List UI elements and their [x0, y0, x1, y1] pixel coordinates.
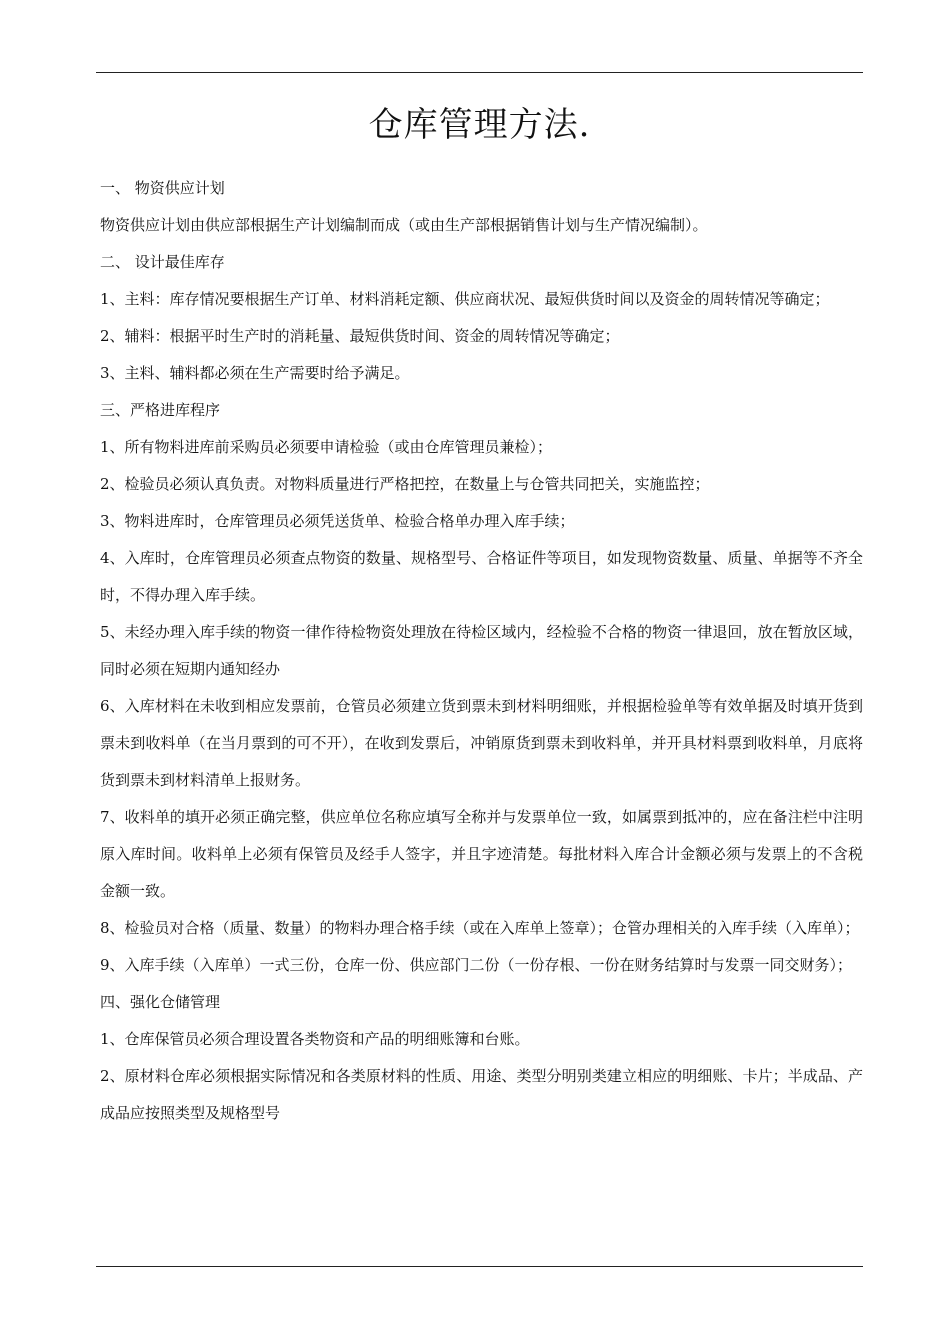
paragraph: 2、辅料：根据平时生产时的消耗量、最短供货时间、资金的周转情况等确定； — [100, 327, 620, 345]
section-heading-2: 二、 设计最佳库存 — [100, 253, 225, 271]
paragraph: 3、物料进库时，仓库管理员必须凭送货单、检验合格单办理入库手续； — [100, 512, 575, 530]
paragraph: 3、主料、辅料都必须在生产需要时给予满足。 — [100, 364, 410, 382]
paragraph: 9、入库手续（入库单）一式三份，仓库一份、供应部门二份（一份存根、一份在财务结算时与发票一同交财务）； — [100, 956, 853, 974]
header-rule — [96, 72, 863, 73]
paragraph: 5、未经办理入库手续的物资一律作待检物资处理放在待检区域内，经检验不合格的物资一律退回，放在暂放区域，同时必须在短期内通知经办 — [100, 623, 863, 678]
paragraph: 7、收料单的填开必须正确完整，供应单位名称应填写全称并与发票单位一致，如属票到抵冲的，应在备注栏中注明原入库时间。收料单上必须有保管员及经手人签字，并且字迹清楚。每批材料入库合计金额必须与发票上的不含税金额一致。 — [100, 808, 863, 900]
paragraph: 物资供应计划由供应部根据生产计划编制而成（或由生产部根据销售计划与生产情况编制）。 — [100, 216, 708, 234]
paragraph: 1、主料：库存情况要根据生产订单、材料消耗定额、供应商状况、最短供货时间以及资金的周转情况等确定； — [100, 290, 830, 308]
paragraph: 8、检验员对合格（质量、数量）的物料办理合格手续（或在入库单上签章）；仓管办理相关的入库手续（入库单）； — [100, 919, 860, 937]
paragraph: 6、入库材料在未收到相应发票前，仓管员必须建立货到票未到材料明细账，并根据检验单等有效单据及时填开货到票未到收料单（在当月票到的可不开），在收到发票后，冲销原货到票未到收料单，并开具材料票到收料单，月底将货到票未到材料清单上报财务。 — [100, 697, 863, 789]
footer-rule — [96, 1266, 863, 1267]
section-heading-4: 四、强化仓储管理 — [100, 993, 221, 1011]
paragraph: 2、检验员必须认真负责。对物料质量进行严格把控，在数量上与仓管共同把关，实施监控； — [100, 475, 710, 493]
paragraph: 2、原材料仓库必须根据实际情况和各类原材料的性质、用途、类型分明别类建立相应的明细账、卡片；半成品、产成品应按照类型及规格型号 — [100, 1067, 863, 1122]
section-heading-1: 一、 物资供应计划 — [100, 179, 225, 197]
document-body — [100, 170, 863, 1132]
paragraph: 1、所有物料进库前采购员必须要申请检验（或由仓库管理员兼检）； — [100, 438, 553, 456]
section-heading-3: 三、严格进库程序 — [100, 401, 221, 419]
paragraph: 1、仓库保管员必须合理设置各类物资和产品的明细账簿和台账。 — [100, 1030, 530, 1048]
document-title: 仓库管理方法. — [368, 105, 591, 145]
paragraph: 4、入库时，仓库管理员必须查点物资的数量、规格型号、合格证件等项目，如发现物资数量、质量、单据等不齐全时，不得办理入库手续。 — [100, 549, 863, 604]
